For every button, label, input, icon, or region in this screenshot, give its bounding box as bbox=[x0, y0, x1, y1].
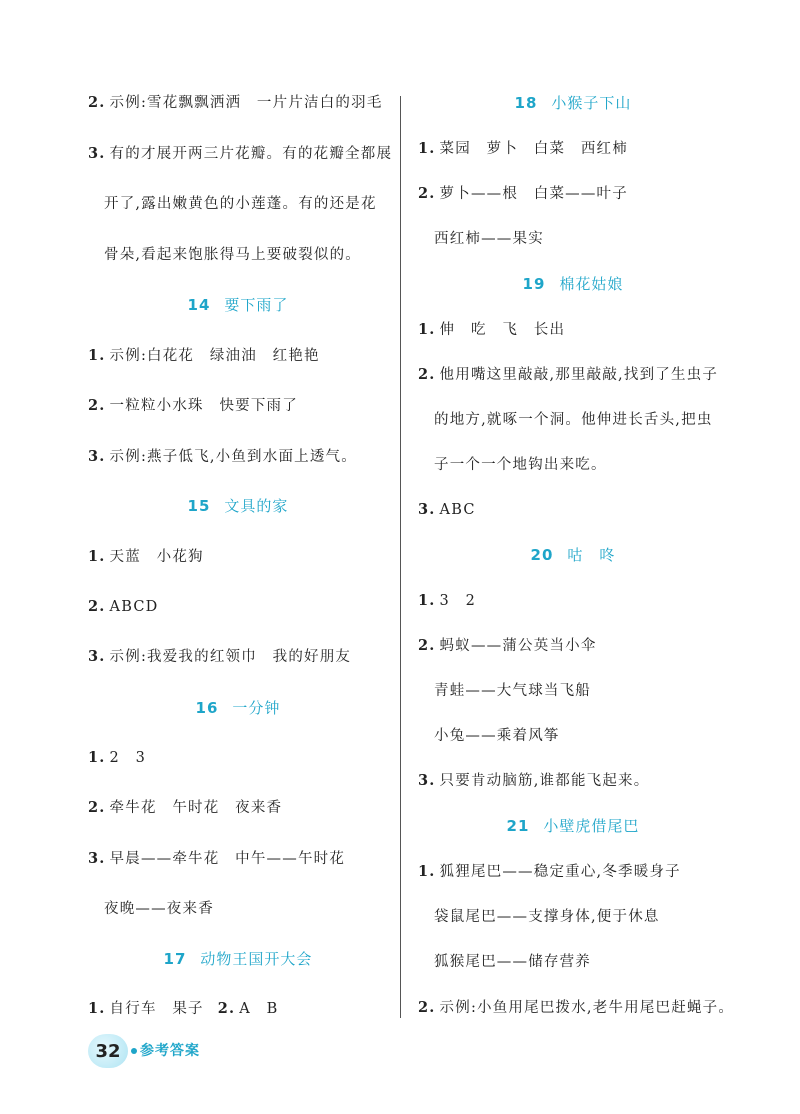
item-number: 1. bbox=[418, 140, 436, 157]
item-number: 3. bbox=[418, 772, 436, 789]
answer-line bbox=[418, 365, 718, 385]
item-number: 2. bbox=[217, 1000, 236, 1017]
answer-line bbox=[418, 320, 565, 340]
lesson-heading bbox=[88, 295, 388, 315]
answer-text: 萝卜——根 白菜——叶子 bbox=[439, 186, 628, 202]
item-number: 3. bbox=[88, 448, 106, 465]
lesson-title: 小壁虎借尾巴 bbox=[543, 817, 640, 835]
item-number: 2. bbox=[88, 397, 106, 414]
answer-text: 牵牛花 午时花 夜来香 bbox=[109, 800, 283, 816]
bullet-dot-icon bbox=[131, 1048, 137, 1054]
answer-text: 一粒粒小水珠 快要下雨了 bbox=[109, 398, 298, 414]
answer-line bbox=[88, 597, 158, 617]
item-number: 2. bbox=[418, 999, 436, 1016]
item-number: 2. bbox=[418, 366, 436, 383]
answer-text: A B bbox=[239, 1001, 279, 1017]
lesson-number: 19 bbox=[522, 275, 546, 293]
answer-line bbox=[418, 771, 649, 791]
page-number-badge bbox=[88, 1034, 128, 1068]
answer-text: 示例:燕子低飞,小鱼到水面上透气。 bbox=[109, 449, 357, 465]
answer-line: 子一个一个地钩出来吃。 bbox=[434, 457, 607, 473]
lesson-title: 棉花姑娘 bbox=[559, 275, 624, 293]
answer-text: 示例:白花花 绿油油 红艳艳 bbox=[109, 348, 320, 364]
item-number: 2. bbox=[88, 598, 106, 615]
answer-line: 夜晚——夜来香 bbox=[104, 901, 214, 917]
answer-line bbox=[88, 93, 383, 113]
lesson-number: 15 bbox=[187, 497, 211, 515]
item-number: 3. bbox=[88, 648, 106, 665]
item-number: 1. bbox=[418, 592, 436, 609]
lesson-heading bbox=[418, 274, 728, 294]
answer-text: ABCD bbox=[109, 599, 159, 615]
item-number: 1. bbox=[418, 321, 436, 338]
item-number: 1. bbox=[88, 749, 106, 766]
answer-line bbox=[88, 999, 279, 1019]
answer-line bbox=[88, 447, 357, 467]
answer-line bbox=[418, 636, 597, 656]
answer-line bbox=[88, 798, 282, 818]
lesson-title: 文具的家 bbox=[224, 497, 289, 515]
item-number: 1. bbox=[418, 863, 436, 880]
answer-line bbox=[88, 346, 320, 366]
lesson-heading bbox=[88, 496, 388, 516]
answer-line bbox=[88, 647, 351, 667]
lesson-number: 14 bbox=[187, 296, 211, 314]
item-number: 3. bbox=[88, 850, 106, 867]
answer-text: 只要肯动脑筋,谁都能飞起来。 bbox=[439, 773, 650, 789]
answer-text: 天蓝 小花狗 bbox=[109, 549, 204, 565]
item-number: 2. bbox=[418, 185, 436, 202]
answer-line: 青蛙——大气球当飞船 bbox=[434, 683, 591, 699]
answer-line bbox=[88, 748, 146, 768]
answer-line bbox=[418, 500, 476, 520]
lesson-heading bbox=[418, 816, 728, 836]
item-number: 3. bbox=[418, 501, 436, 518]
answer-text: 有的才展开两三片花瓣。有的花瓣全都展 bbox=[109, 146, 393, 162]
lesson-heading bbox=[418, 545, 728, 565]
lesson-number: 18 bbox=[514, 94, 538, 112]
answer-line: 的地方,就啄一个洞。他伸进长舌头,把虫 bbox=[434, 412, 713, 428]
answer-line bbox=[418, 591, 476, 611]
answer-text: 示例:雪花飘飘洒洒 一片片洁白的羽毛 bbox=[109, 95, 383, 111]
answer-line: 狐猴尾巴——储存营养 bbox=[434, 954, 591, 970]
answer-line: 西红柿——果实 bbox=[434, 231, 544, 247]
answer-text: 菜园 萝卜 白菜 西红柿 bbox=[439, 141, 628, 157]
answer-line: 袋鼠尾巴——支撑身体,便于休息 bbox=[434, 909, 660, 925]
page-number: 32 bbox=[95, 1040, 121, 1062]
item-number: 1. bbox=[88, 548, 106, 565]
section-label: 参考答案 bbox=[140, 1043, 200, 1059]
item-number: 2. bbox=[88, 94, 106, 111]
answer-text: 2 3 bbox=[109, 750, 147, 766]
lesson-number: 20 bbox=[530, 546, 554, 564]
lesson-title: 小猴子下山 bbox=[551, 94, 632, 112]
answer-text: 他用嘴这里敲敲,那里敲敲,找到了生虫子 bbox=[439, 367, 719, 383]
answer-text: 伸 吃 飞 长出 bbox=[439, 322, 566, 338]
answer-line bbox=[88, 396, 298, 416]
answer-line: 开了,露出嫩黄色的小莲蓬。有的还是花 bbox=[104, 196, 377, 212]
answer-text: 自行车 果子 bbox=[109, 1001, 204, 1017]
lesson-number: 17 bbox=[163, 950, 187, 968]
answer-line bbox=[418, 139, 628, 159]
lesson-number: 21 bbox=[506, 817, 530, 835]
item-number: 2. bbox=[88, 799, 106, 816]
answer-text: ABC bbox=[439, 502, 476, 518]
answer-line bbox=[418, 998, 734, 1018]
item-number: 2. bbox=[418, 637, 436, 654]
lesson-heading bbox=[418, 93, 728, 113]
lesson-title: 一分钟 bbox=[232, 699, 281, 717]
answer-line: 小兔——乘着风筝 bbox=[434, 728, 560, 744]
item-number: 1. bbox=[88, 1000, 106, 1017]
answer-text: 示例:小鱼用尾巴拨水,老牛用尾巴赶蝇子。 bbox=[439, 1000, 735, 1016]
lesson-title: 咕 咚 bbox=[567, 546, 616, 564]
lesson-heading bbox=[88, 949, 388, 969]
answer-line: 骨朵,看起来饱胀得马上要破裂似的。 bbox=[104, 247, 362, 263]
lesson-title: 要下雨了 bbox=[224, 296, 289, 314]
answer-text: 早晨——牵牛花 中午——午时花 bbox=[109, 851, 346, 867]
lesson-title: 动物王国开大会 bbox=[200, 950, 313, 968]
answer-line bbox=[88, 547, 204, 567]
answer-text: 3 2 bbox=[439, 593, 477, 609]
column-divider bbox=[400, 96, 401, 1018]
item-number: 3. bbox=[88, 145, 106, 162]
lesson-heading bbox=[88, 698, 388, 718]
answer-line bbox=[418, 862, 681, 882]
item-number: 1. bbox=[88, 347, 106, 364]
lesson-number: 16 bbox=[195, 699, 219, 717]
answer-line bbox=[418, 184, 628, 204]
answer-line bbox=[88, 144, 392, 164]
answer-text: 狐狸尾巴——稳定重心,冬季暖身子 bbox=[439, 864, 681, 880]
answer-text: 蚂蚁——蒲公英当小伞 bbox=[439, 638, 597, 654]
answer-text: 示例:我爱我的红领巾 我的好朋友 bbox=[109, 649, 352, 665]
answer-line bbox=[88, 849, 345, 869]
